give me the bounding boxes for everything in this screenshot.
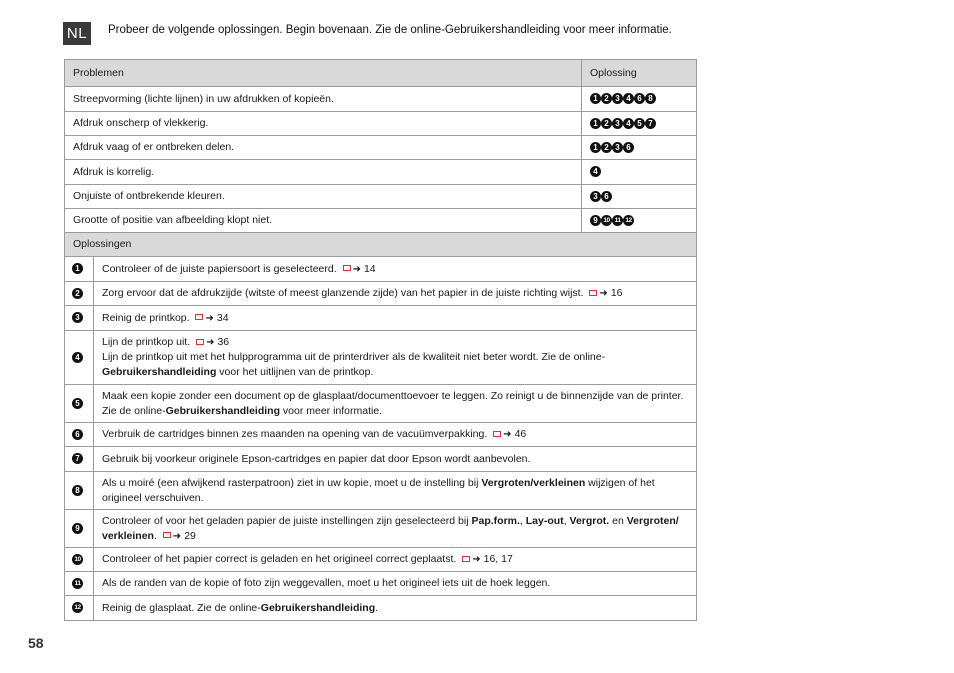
solution-number-icon: 1: [72, 263, 83, 274]
book-icon: [196, 339, 204, 345]
bold-term: Gebruikershandleiding: [165, 404, 280, 417]
solution-text: [94, 423, 697, 447]
solution-number-icon: 9: [590, 215, 601, 226]
arrow-right-icon: ➜: [352, 263, 361, 275]
text-segment: Reinig de printkop.: [102, 311, 190, 324]
text-segment: Reinig de glasplaat. Zie de online-: [102, 601, 261, 614]
solution-text: [94, 306, 697, 331]
solution-number-icon: 5: [634, 118, 645, 129]
solution-row: [65, 447, 697, 472]
text-segment: Als de randen van de kopie of foto zijn weggevallen, moet u het origineel iets uit de hoek leggen.: [102, 577, 551, 589]
solution-number-cell: [65, 548, 94, 572]
problem-row: [65, 87, 697, 112]
solution-number-cell: [65, 510, 94, 548]
problem-row: [65, 209, 697, 233]
problem-text: Streepvorming (lichte lijnen) in uw afdrukken of kopieën.: [65, 87, 582, 112]
text-segment: Zorg ervoor dat de afdrukzijde (witste of meest glanzende zijde) van het papier in de juiste richting wijst.: [102, 287, 584, 299]
problem-text: Onjuiste of ontbrekende kleuren.: [65, 185, 582, 209]
book-icon: [462, 556, 470, 562]
page-reference: [340, 263, 376, 275]
problem-row: [65, 185, 697, 209]
solution-number-icon: 8: [72, 485, 83, 496]
text-segment: Lijn de printkop uit met het hulpprogramma uit de printerdriver als de kwaliteit niet beter wordt. Zie de online-: [102, 351, 606, 363]
bold-term: Gebruikershandleiding: [260, 601, 376, 614]
solution-text: [94, 596, 697, 621]
solution-number-icon: 7: [72, 453, 83, 464]
reference-page: 34: [216, 311, 229, 324]
solution-row: [65, 423, 697, 447]
solution-number-icon: 7: [645, 118, 656, 129]
solution-number-cell: [65, 423, 94, 447]
solutions-header-row: [65, 233, 697, 257]
book-icon: [343, 265, 351, 271]
solution-number-icon: 6: [623, 142, 634, 153]
solution-number-icon: 12: [72, 602, 83, 613]
solution-text: [94, 331, 697, 385]
solution-number-icon: 3: [612, 118, 623, 129]
solution-number-cell: [65, 472, 94, 510]
arrow-right-icon: ➜: [206, 337, 215, 348]
solution-number-cell: [65, 385, 94, 423]
text-segment: ,: [563, 514, 570, 527]
solution-refs: [582, 160, 697, 185]
problem-text: Grootte of positie van afbeelding klopt niet.: [65, 209, 582, 233]
solution-refs: [582, 209, 697, 233]
problem-row: [65, 160, 697, 185]
solution-number-icon: 2: [601, 142, 612, 153]
text-segment: .: [153, 529, 157, 542]
solution-number-icon: 3: [612, 142, 623, 153]
text-segment: Controleer of voor het geladen papier de juiste instellingen zijn geselecteerd bij: [102, 514, 472, 527]
problem-row: [65, 112, 697, 136]
bold-term: Vergroten/verkleinen: [481, 476, 586, 489]
bold-term: Lay-out: [525, 514, 564, 527]
arrow-right-icon: ➜: [472, 554, 481, 565]
solution-number-icon: 6: [72, 429, 83, 440]
problem-text: Afdruk onscherp of vlekkerig.: [65, 112, 582, 136]
problem-text: Afdruk vaag of er ontbreken delen.: [65, 136, 582, 160]
solution-text: [94, 510, 697, 548]
reference-page: 36: [217, 336, 230, 348]
solution-number-icon: 10: [601, 215, 612, 226]
text-segment: Controleer of het papier correct is geladen en het origineel correct geplaatst.: [102, 553, 457, 565]
solution-number-cell: [65, 596, 94, 621]
reference-page: 16, 17: [483, 553, 513, 565]
text-segment: Verbruik de cartridges binnen zes maanden na opening van de vacuümverpakking.: [102, 428, 488, 440]
solution-row: [65, 306, 697, 331]
solution-number-icon: 11: [612, 215, 623, 226]
solution-row: [65, 572, 697, 596]
solution-number-cell: [65, 331, 94, 385]
book-icon: [493, 431, 501, 437]
solution-number-icon: 12: [623, 215, 634, 226]
solution-text: [94, 572, 697, 596]
book-icon: [589, 290, 597, 296]
solution-number-icon: 3: [72, 312, 83, 323]
solution-text: [94, 385, 697, 423]
solution-row: [65, 257, 697, 282]
text-segment: Maak een kopie zonder een document op de glasplaat/documenttoevoer te leggen. Zo reinigt u de binnenzijde van de printer. Zie de online-: [102, 389, 684, 417]
language-badge: NL: [63, 22, 91, 45]
page-reference: [459, 553, 513, 565]
text-segment: Lijn de printkop uit.: [102, 336, 191, 348]
solution-number-icon: 2: [601, 93, 612, 104]
solution-number-cell: [65, 447, 94, 472]
text-segment: en: [609, 514, 627, 527]
bold-term: Gebruikershandleiding: [102, 366, 217, 378]
solution-column-header: Oplossing: [582, 60, 697, 87]
solution-number-icon: 3: [612, 93, 623, 104]
text-segment: .: [375, 601, 379, 614]
text-segment: Gebruik bij voorkeur originele Epson-cartridges en papier dat door Epson wordt aanbevolen.: [102, 452, 531, 465]
bold-term: Vergrot.: [569, 514, 610, 527]
solution-refs: [582, 112, 697, 136]
text-segment: Controleer of de juiste papiersoort is geselecteerd.: [102, 262, 337, 275]
page-reference: [160, 530, 196, 542]
solution-number-icon: 4: [623, 118, 634, 129]
text-segment: voor het uitlijnen van de printkop.: [216, 366, 374, 378]
solution-number-icon: 2: [601, 118, 612, 129]
solution-refs: [582, 185, 697, 209]
solution-number-cell: [65, 306, 94, 331]
arrow-right-icon: ➜: [503, 429, 512, 440]
book-icon: [195, 314, 203, 320]
reference-page: 14: [363, 262, 376, 275]
arrow-right-icon: ➜: [205, 312, 214, 324]
problems-header-row: [65, 60, 697, 87]
solution-number-icon: 1: [590, 93, 601, 104]
page-reference: [192, 312, 228, 324]
solution-number-icon: 6: [634, 93, 645, 104]
reference-page: 29: [184, 529, 196, 542]
intro-text: Probeer de volgende oplossingen. Begin bovenaan. Zie de online-Gebruikershandleiding voor meer informatie.: [108, 24, 672, 36]
solution-row: [65, 472, 697, 510]
solution-number-cell: [65, 282, 94, 306]
solution-text: [94, 472, 697, 510]
solutions-header: Oplossingen: [65, 233, 697, 257]
solution-number-icon: 8: [645, 93, 656, 104]
text-segment: ,: [519, 514, 526, 527]
reference-page: 46: [514, 428, 527, 440]
solution-text: [94, 548, 697, 572]
solution-number-icon: 4: [72, 352, 83, 363]
solution-row: [65, 282, 697, 306]
solution-row: [65, 385, 697, 423]
solution-text: [94, 447, 697, 472]
solution-number-cell: [65, 257, 94, 282]
solution-number-icon: 9: [72, 523, 83, 534]
text-segment: wijzigen of het origineel verschuiven.: [102, 476, 655, 504]
text-segment: Als u moiré (een afwijkend rasterpatroon) ziet in uw kopie, moet u de instelling bij: [102, 476, 482, 489]
page-reference: [490, 428, 526, 440]
bold-term: Pap.form.: [471, 514, 520, 527]
solution-row: [65, 510, 697, 548]
arrow-right-icon: ➜: [599, 288, 608, 299]
page-reference: [193, 336, 229, 348]
solution-number-icon: 10: [72, 554, 83, 565]
solution-number-icon: 1: [590, 142, 601, 153]
solution-number-icon: 4: [623, 93, 634, 104]
text-segment: voor meer informatie.: [279, 404, 383, 417]
solution-refs: [582, 87, 697, 112]
arrow-right-icon: ➜: [172, 530, 182, 542]
solution-number-icon: 4: [590, 166, 601, 177]
page-reference: [586, 287, 622, 299]
solution-text: [94, 282, 697, 306]
solution-number-icon: 2: [72, 288, 83, 299]
book-icon: [163, 532, 171, 538]
solution-number-icon: 6: [601, 191, 612, 202]
solution-row: [65, 596, 697, 621]
solution-row: [65, 548, 697, 572]
solution-number-icon: 3: [590, 191, 601, 202]
page-number: 58: [28, 635, 44, 651]
solution-row: [65, 331, 697, 385]
troubleshooting-table: [64, 59, 697, 621]
solution-number-icon: 1: [590, 118, 601, 129]
solution-refs: [582, 136, 697, 160]
solution-number-cell: [65, 572, 94, 596]
reference-page: 16: [610, 287, 623, 299]
solution-text: [94, 257, 697, 282]
problem-text: Afdruk is korrelig.: [65, 160, 582, 185]
problem-row: [65, 136, 697, 160]
bold-term: Vergroten/ verkleinen: [102, 514, 679, 542]
problems-column-header: Problemen: [65, 60, 582, 87]
solution-number-icon: 5: [72, 398, 83, 409]
solution-number-icon: 11: [72, 578, 83, 589]
